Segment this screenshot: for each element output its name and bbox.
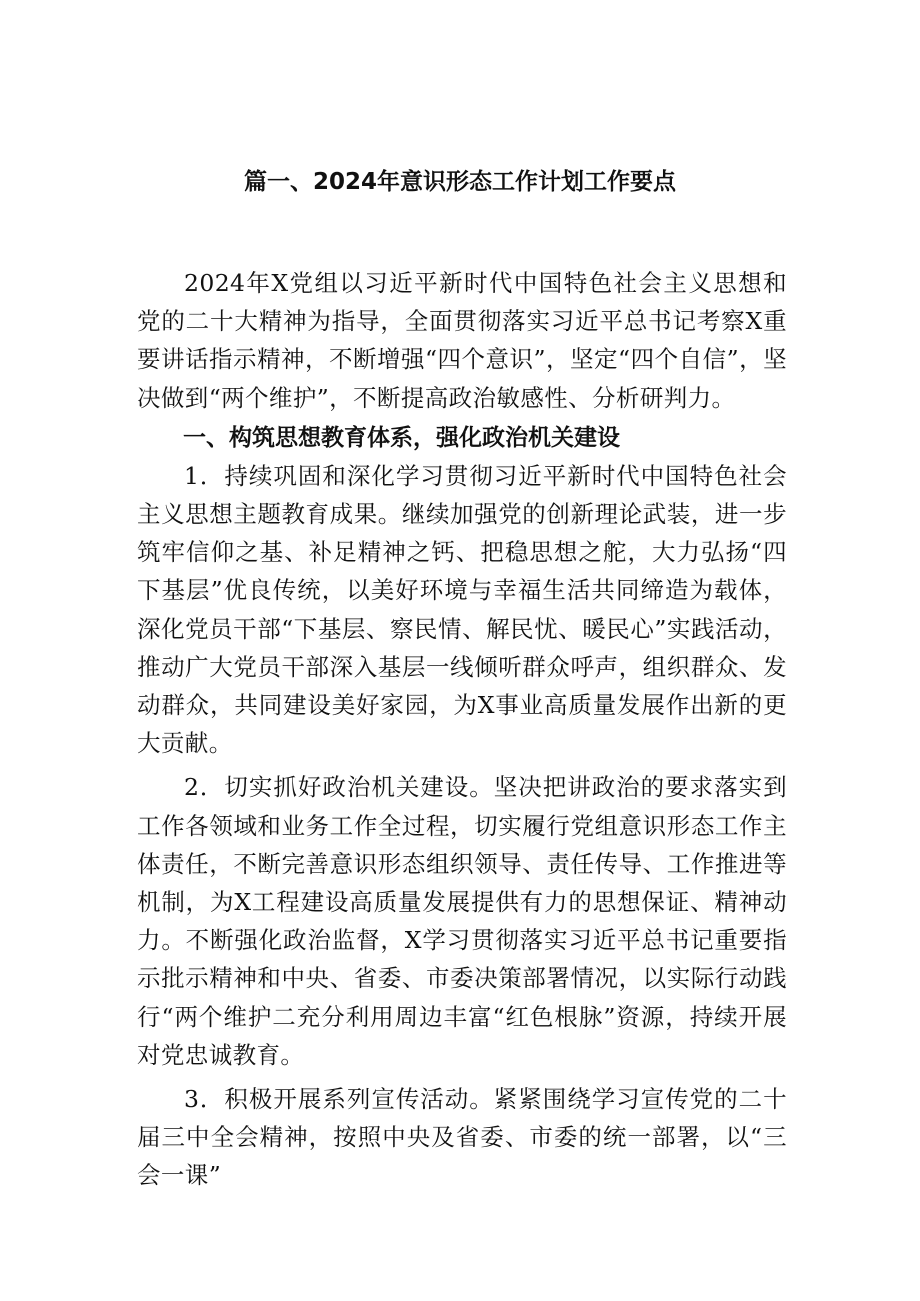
intro-paragraph: 2024年X党组以习近平新时代中国特色社会主义思想和党的二十大精神为指导，全面贯彻落实习近平总书记考察X重要讲话指示精神，不断增强“四个意识”，坚定“四个自信”，坚决做到“两个维护”，不断提高政治敏感性、分析研判力。: [137, 269, 787, 412]
document-title: 篇一、2024年意识形态工作计划工作要点: [243, 169, 676, 195]
item-3-paragraph: 3．积极开展系列宣传活动。紧紧围绕学习宣传党的二十届三中全会精神，按照中央及省委、市委的统一部署，以“三会一课”: [137, 1085, 787, 1190]
item-2-paragraph: 2．切实抓好政治机关建设。坚决把讲政治的要求落实到工作各领域和业务工作全过程，切实履行党组意识形态工作主体责任，不断完善意识形态组织领导、责任传导、工作推进等机制，为X工程建设高质量发展提供有力的思想保证、精神动力。不断强化政治监督，X学习贯彻落实习近平总书记重要指示批示精神和中央、省委、市委决策部署情况，以实际行动践行“两个维护二充分利用周边丰富“红色根脉”资源，持续开展对党忠诚教育。: [137, 773, 787, 1069]
document-body: [137, 264, 787, 1195]
item-1-paragraph: 1．持续巩固和深化学习贯彻习近平新时代中国特色社会主义思想主题教育成果。继续加强党的创新理论武装，进一步筑牢信仰之基、补足精神之钙、把稳思想之舵，大力弘扬“四下基层”优良传统，以美好环境与幸福生活共同缔造为载体，深化党员干部“下基层、察民情、解民忧、暖民心”实践活动，推动广大党员干部深入基层一线倾听群众呼声，组织群众、发动群众，共同建设美好家园，为X事业高质量发展作出新的更大贡献。: [137, 461, 787, 758]
section-heading: 一、构筑思想教育体系，强化政治机关建设: [183, 424, 620, 451]
